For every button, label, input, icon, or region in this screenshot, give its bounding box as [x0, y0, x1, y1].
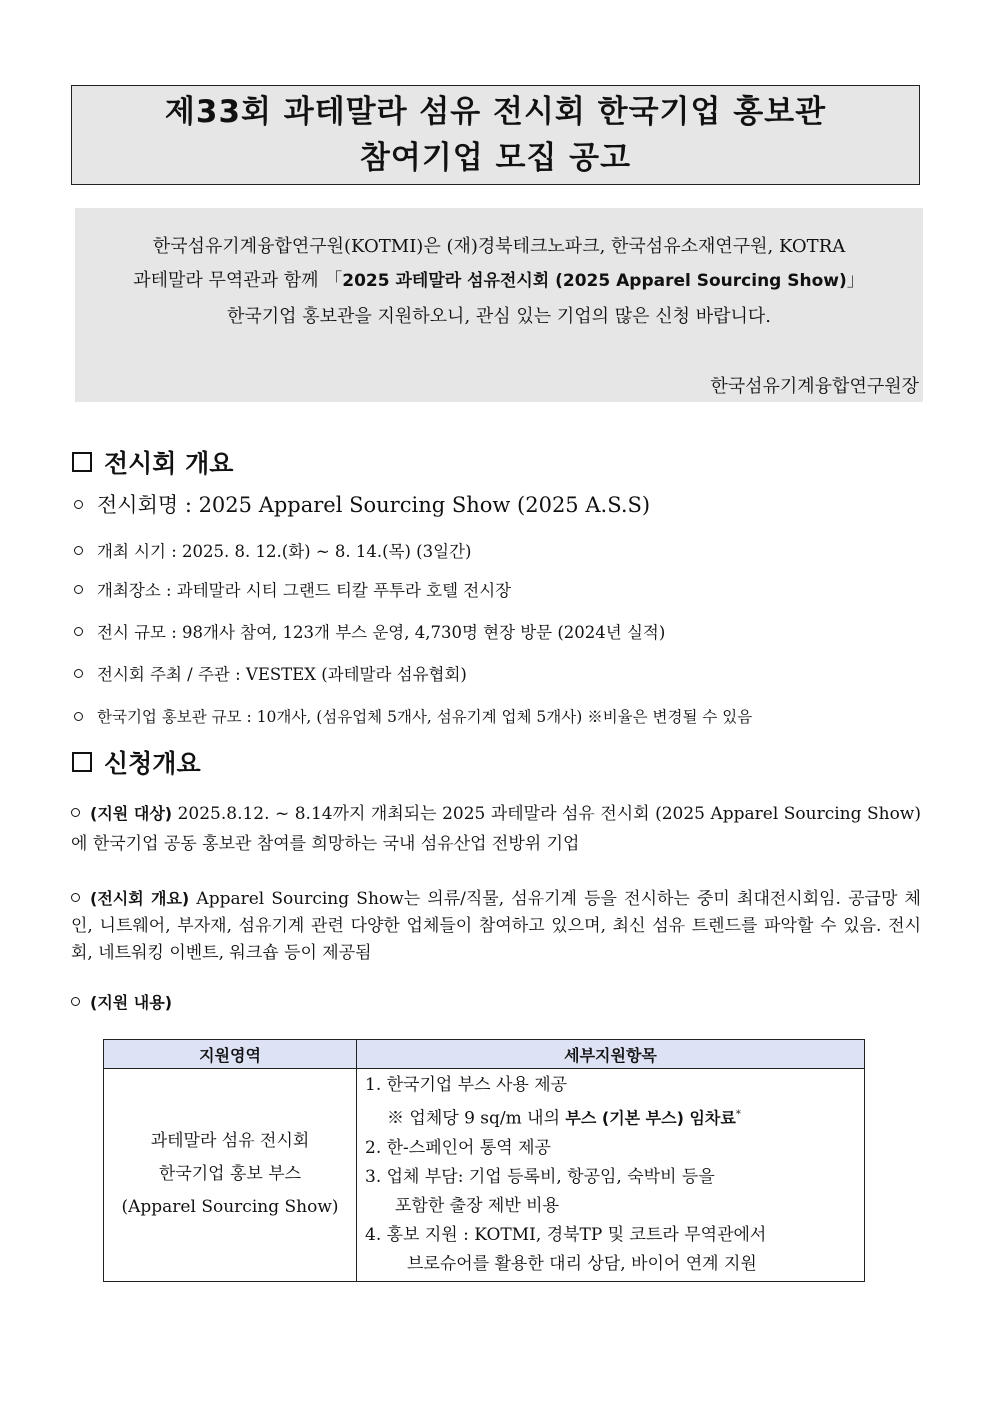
section-heading-text: 전시회 개요 [104, 449, 234, 478]
intro-line-3: 한국기업 홍보관을 지원하오니, 관심 있는 기업의 많은 신청 바랍니다. [226, 306, 772, 327]
paragraph-target [71, 799, 921, 859]
signature: 한국섬유기계융합연구원장 [710, 376, 919, 397]
detail-line-pre: ※ 업체당 9 sq/m 내의 [387, 1108, 566, 1129]
circle-bullet-icon [74, 669, 83, 678]
list-item-text: 전시회 주최 / 주관 : VESTEX (과테말라 섬유협회) [97, 665, 467, 684]
circle-bullet-icon [71, 997, 80, 1006]
table-cell-details [357, 1069, 865, 1282]
intro-line-2-pre: 과테말라 무역관과 함께 「 [133, 270, 343, 291]
paragraph-label: (지원 내용) [90, 993, 173, 1012]
detail-line: 1. 한국기업 부스 사용 제공 [365, 1075, 568, 1095]
table-header-area: 지원영역 [104, 1040, 357, 1069]
circle-bullet-icon [74, 500, 83, 509]
section-heading-text: 신청개요 [104, 749, 201, 778]
circle-bullet-icon [74, 712, 83, 721]
page-title: 제33회 과테말라 섬유 전시회 한국기업 홍보관 [164, 94, 827, 130]
area-line: 한국기업 홍보 부스 [158, 1164, 302, 1185]
list-item-text: 한국기업 홍보관 규모 : 10개사, (섬유업체 5개사, 섬유기계 업체 5개사) ※비율은 변경될 수 있음 [97, 708, 753, 726]
area-line: 과테말라 섬유 전시회 [150, 1131, 310, 1152]
detail-line [365, 1100, 856, 1134]
paragraph-text: Apparel Sourcing Show는 의류/직물, 섬유기계 등을 전시하는 중미 최대전시회임. 공급망 체인, 니트웨어, 부자재, 섬유기계 관련 다양한 업체들이 참여하고 있으며, 최신 섬유 트렌드를 파악할 수 있음. 전시회, 네트워킹 이벤트, 워크숍 등이 제공됨 [71, 889, 921, 963]
square-bullet-icon [72, 752, 92, 772]
list-item-text: 전시회명 : 2025 Apparel Sourcing Show (2025 A.S.S) [97, 493, 651, 517]
list-item [74, 705, 752, 727]
paragraph-overview [71, 885, 921, 967]
circle-bullet-icon [74, 627, 83, 636]
support-table [103, 1039, 865, 1282]
detail-line: 2. 한-스페인어 통역 제공 [365, 1137, 551, 1158]
list-item [74, 619, 665, 643]
section-heading-application [72, 744, 201, 780]
circle-bullet-icon [71, 893, 80, 902]
list-item-text: 전시 규모 : 98개사 참여, 123개 부스 운영, 4,730명 현장 방문 (2024년 실적) [97, 623, 666, 642]
list-item [74, 661, 467, 685]
paragraph-label: (전시회 개요) [90, 889, 190, 908]
circle-bullet-icon [74, 546, 83, 555]
table-row [104, 1069, 865, 1282]
list-item [74, 489, 650, 519]
list-item-text: 개최 시기 : 2025. 8. 12.(화) ~ 8. 14.(목) (3일간) [97, 542, 472, 561]
footnote-mark: * [735, 1109, 741, 1120]
intro-line-2-bold: 2025 과테말라 섬유전시회 (2025 Apparel Sourcing Show) [342, 271, 847, 291]
page-subtitle: 참여기업 모집 공고 [359, 140, 632, 176]
circle-bullet-icon [74, 585, 83, 594]
detail-line: 4. 홍보 지원 : KOTMI, 경북TP 및 코트라 무역관에서 [365, 1224, 767, 1245]
circle-bullet-icon [71, 808, 80, 817]
paragraph-support [71, 988, 921, 1018]
area-line: (Apparel Sourcing Show) [121, 1197, 339, 1218]
section-heading-overview [72, 444, 233, 480]
table-header-details: 세부지원항목 [357, 1040, 865, 1069]
table-cell-area [104, 1069, 357, 1282]
detail-line: 포함한 출장 제반 비용 [395, 1195, 560, 1216]
list-item [74, 538, 471, 562]
table-header-row [104, 1040, 865, 1069]
square-bullet-icon [72, 452, 92, 472]
paragraph-label: (지원 대상) [90, 804, 173, 823]
intro-line-2-post: 」 [846, 270, 865, 291]
intro-box [75, 208, 923, 402]
title-box [71, 85, 920, 185]
detail-line: 브로슈어를 활용한 대리 상담, 바이어 연계 지원 [407, 1253, 757, 1274]
list-item-text: 개최장소 : 과테말라 시티 그랜드 티칼 푸투라 호텔 전시장 [97, 581, 512, 600]
detail-line: 3. 업체 부담: 기업 등록비, 항공임, 숙박비 등을 [365, 1166, 715, 1187]
intro-line-2 [75, 266, 923, 292]
detail-line-bold: 부스 (기본 부스) 임차료 [565, 1108, 736, 1128]
list-item [74, 577, 511, 601]
intro-line-1: 한국섬유기계융합연구원(KOTMI)은 (재)경북테크노파크, 한국섬유소재연구원, KOTRA [152, 236, 846, 257]
paragraph-text: 2025.8.12. ~ 8.14까지 개최되는 2025 과테말라 섬유 전시회 (2025 Apparel Sourcing Show)에 한국기업 공동 홍보관 참여를 희망하는 국내 섬유산업 전방위 기업 [71, 804, 921, 854]
